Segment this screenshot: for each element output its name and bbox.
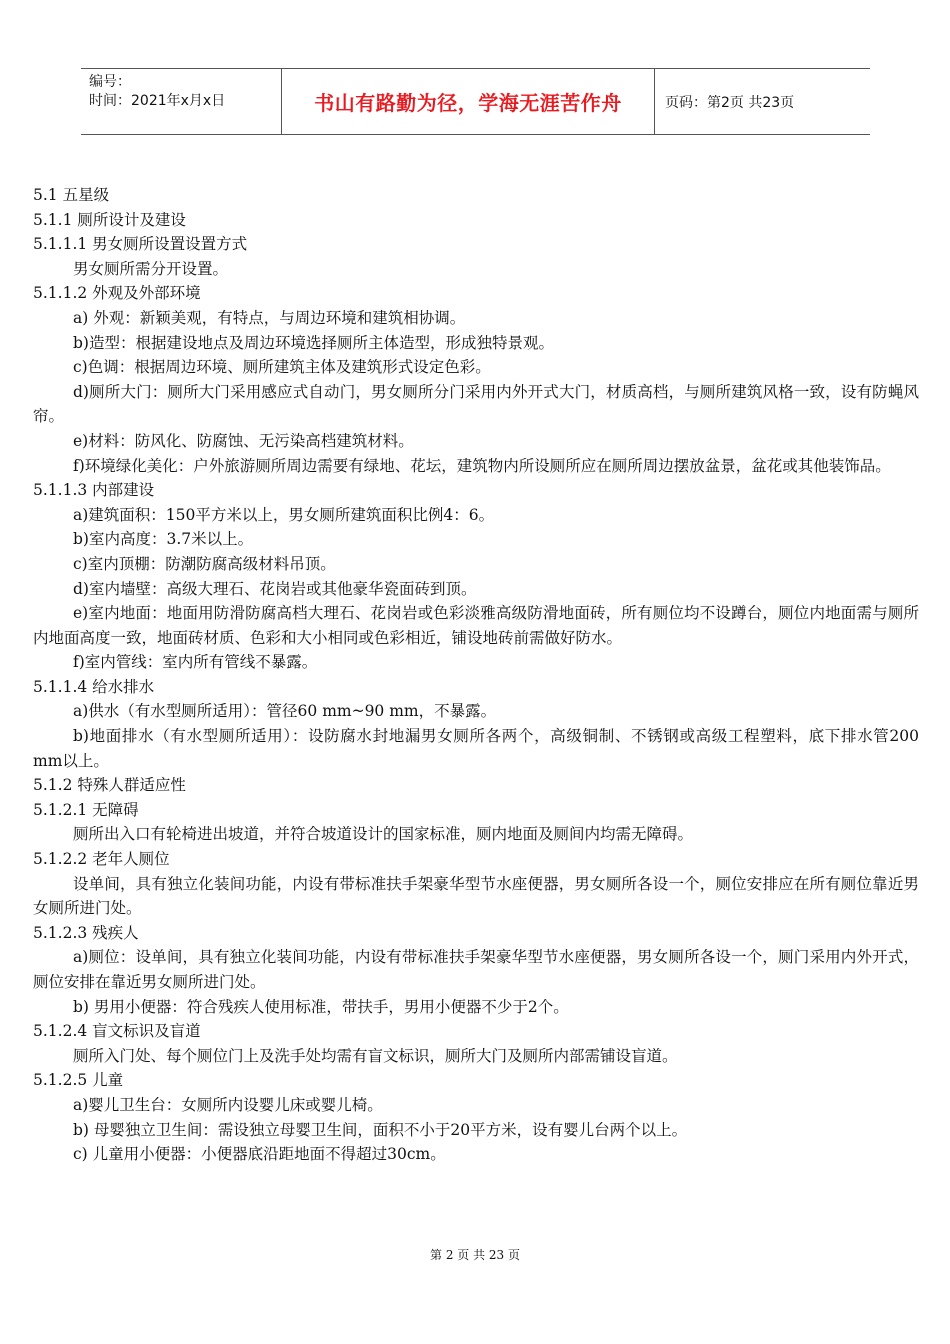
section-heading: 5.1.1.3 内部建设 xyxy=(33,481,155,500)
page-header xyxy=(81,68,870,135)
section-heading: 5.1.2.5 儿童 xyxy=(33,1071,124,1090)
section-heading: 5.1.2 特殊人群适应性 xyxy=(33,776,186,795)
header-time: 时间：2021年x月x日 xyxy=(89,93,226,109)
section-heading: 5.1.1 厕所设计及建设 xyxy=(33,210,186,229)
list-item: c)色调：根据周边环境、厕所建筑主体及建筑形式设定色彩。 xyxy=(73,358,491,377)
list-item: d)厕所大门：厕所大门采用感应式自动门，男女厕所分门采用内外开式大门，材质高档，与厕所建筑风格一致，设有防蝇风帘。 xyxy=(33,382,919,426)
section-heading: 5.1 五星级 xyxy=(33,186,110,204)
document-body xyxy=(33,183,919,1167)
section-heading: 5.1.1.1 男女厕所设置设置方式 xyxy=(33,235,248,254)
list-item: b)造型：根据建设地点及周边环境选择厕所主体造型，形成独特景观。 xyxy=(73,333,554,352)
header-page-code: 页码：第2页 共23页 xyxy=(665,94,795,111)
list-item: e)室内地面：地面用防滑防腐高档大理石、花岗岩或色彩淡雅高级防滑地面砖，所有厕位均不设蹲台，厕位内地面需与厕所内地面高度一致，地面砖材质、色彩和大小相同或色彩相近，铺设地砖前需做好防水。 xyxy=(33,604,919,647)
paragraph: 男女厕所需分开设置。 xyxy=(73,259,229,278)
list-item: a)厕位：设单间，具有独立化装间功能，内设有带标准扶手架豪华型节水座便器，男女厕所各设一个，厕门采用内外开式，厕位安排在靠近男女厕所进门处。 xyxy=(33,948,919,991)
section-heading: 5.1.2.1 无障碍 xyxy=(33,800,139,819)
section-heading: 5.1.2.4 盲文标识及盲道 xyxy=(33,1022,201,1041)
list-item: f)室内管线：室内所有管线不暴露。 xyxy=(73,653,318,672)
list-item: b) 母婴独立卫生间：需设独立母婴卫生间，面积不小于20平方米，设有婴儿台两个以上。 xyxy=(73,1120,688,1139)
list-item: f)环境绿化美化：户外旅游厕所周边需要有绿地、花坛，建筑物内所设厕所应在厕所周边摆放盆景，盆花或其他装饰品。 xyxy=(73,456,891,475)
list-item: b) 男用小便器：符合残疾人使用标准，带扶手，男用小便器不少于2个。 xyxy=(73,997,569,1016)
paragraph: 厕所出入口有轮椅进出坡道，并符合坡道设计的国家标准，厕内地面及厕间内均需无障碍。 xyxy=(73,825,694,844)
section-heading: 5.1.2.2 老年人厕位 xyxy=(33,850,170,869)
header-code: 编号： xyxy=(89,74,131,90)
section-heading: 5.1.1.4 给水排水 xyxy=(33,677,155,696)
list-item: e)材料：防风化、防腐蚀、无污染高档建筑材料。 xyxy=(73,431,414,450)
list-item: d)室内墙壁：高级大理石、花岗岩或其他豪华瓷面砖到顶。 xyxy=(73,579,477,598)
list-item: a)婴儿卫生台：女厕所内设婴儿床或婴儿椅。 xyxy=(73,1095,383,1114)
paragraph: 厕所入门处、每个厕位门上及洗手处均需有盲文标识，厕所大门及厕所内部需铺设盲道。 xyxy=(73,1046,678,1065)
list-item: b)室内高度：3.7米以上。 xyxy=(73,530,254,549)
list-item: c) 儿童用小便器：小便器底沿距地面不得超过30cm。 xyxy=(73,1145,446,1164)
paragraph: 设单间，具有独立化装间功能，内设有带标准扶手架豪华型节水座便器，男女厕所各设一个，厕位安排应在所有厕位靠近男女厕所进门处。 xyxy=(33,874,919,918)
list-item: a)建筑面积：150平方米以上，男女厕所建筑面积比例4：6。 xyxy=(73,505,495,524)
page-footer: 第 2 页 共 23 页 xyxy=(430,1248,520,1262)
header-meta xyxy=(81,69,282,134)
section-heading: 5.1.2.3 残疾人 xyxy=(33,923,139,942)
list-item: a) 外观：新颖美观，有特点，与周边环境和建筑相协调。 xyxy=(73,308,466,327)
list-item: a)供水（有水型厕所适用）：管径60 mm~90 mm，不暴露。 xyxy=(73,702,497,721)
section-heading: 5.1.1.2 外观及外部环境 xyxy=(33,284,201,303)
header-motto: 书山有路勤为径，学海无涯苦作舟 xyxy=(282,69,655,134)
list-item: c)室内顶棚：防潮防腐高级材料吊顶。 xyxy=(73,554,336,573)
list-item: b)地面排水（有水型厕所适用）：设防腐水封地漏男女厕所各两个，高级铜制、不锈钢或高级工程塑料，底下排水管200 mm以上。 xyxy=(33,727,919,770)
